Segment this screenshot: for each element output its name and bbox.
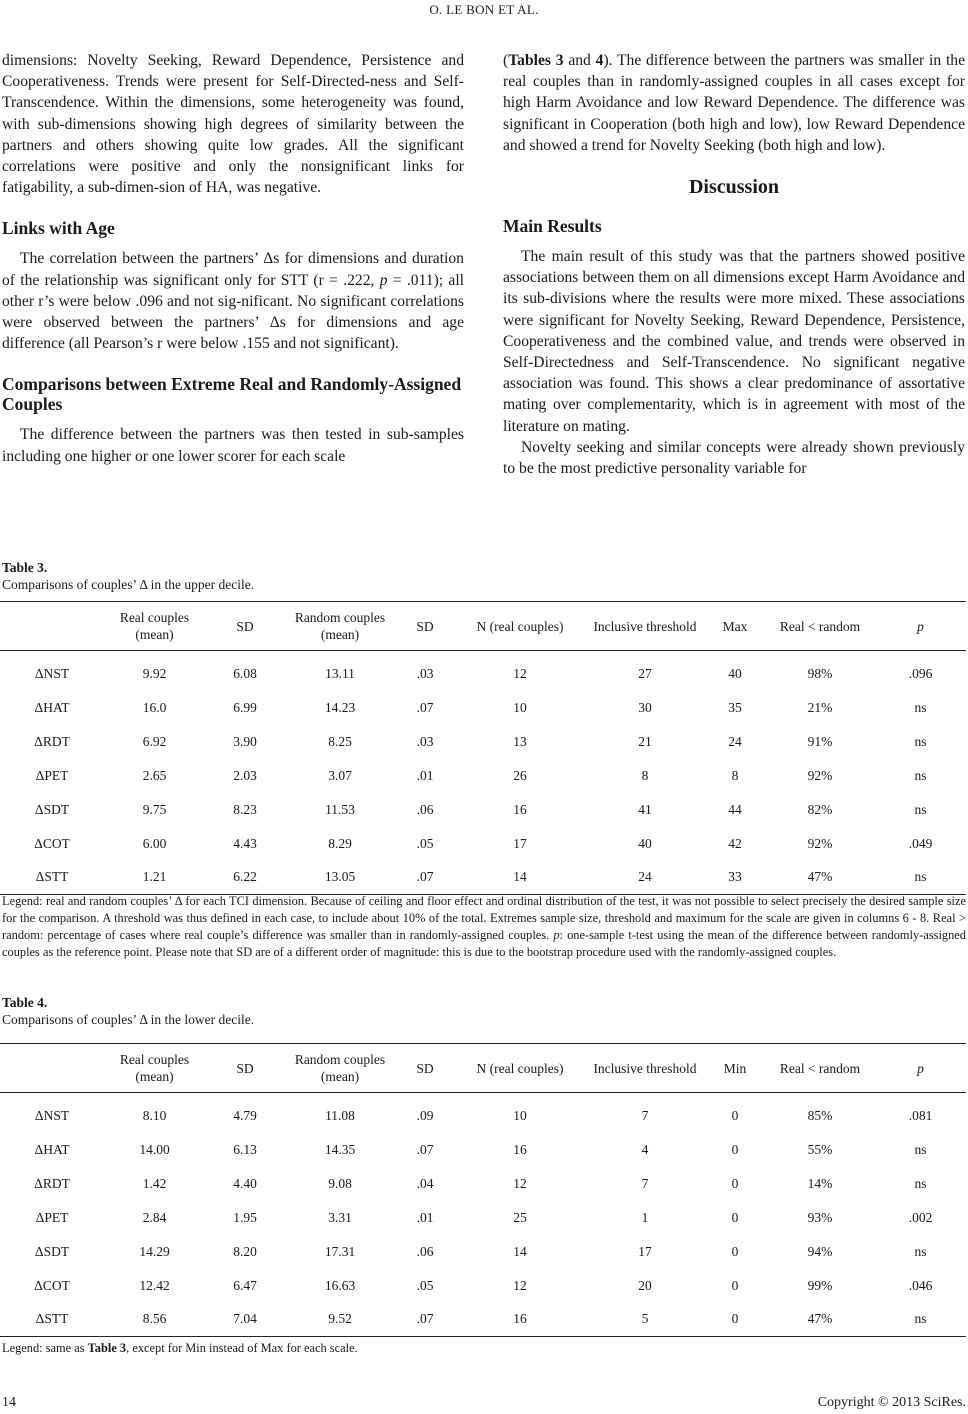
data-cell: 0 (731, 1243, 739, 1259)
data-cell: 12 (513, 1277, 527, 1293)
data-cell: .07 (416, 1311, 434, 1327)
data-cell: 44 (728, 801, 742, 817)
data-cell: .049 (908, 835, 933, 851)
header-cell: p (917, 1060, 924, 1076)
data-cell: 16.63 (324, 1277, 356, 1293)
data-cell: 8.20 (233, 1243, 257, 1259)
data-cell: 0 (731, 1141, 739, 1157)
table-4-number: Table 4. (2, 995, 48, 1010)
table-row (0, 1093, 966, 1133)
data-cell: 12 (513, 665, 527, 681)
data-cell: ns (914, 1175, 927, 1191)
data-cell: 16.0 (142, 699, 167, 715)
data-cell: 40 (638, 835, 652, 851)
data-cell: 33 (728, 869, 742, 885)
table-row (0, 1167, 966, 1201)
data-cell: 99% (807, 1277, 833, 1293)
header-cell: Real < random (779, 618, 861, 634)
data-cell: 41 (638, 801, 652, 817)
row-label-cell: ΔHAT (34, 1141, 70, 1157)
data-cell: 17 (638, 1243, 652, 1259)
data-cell: 6.47 (233, 1277, 257, 1293)
row-label-cell: ΔSDT (34, 801, 70, 817)
tables-paragraph-rest: ). The difference between the partners was smaller in the real couples than in randomly-assigned couples in all cases except for high Harm Avoidance and low Reward Dependence. The difference was significant in Cooperation (both high and low), low Reward Dependence and showed a trend for Novelty Seeking (both high and low). (503, 52, 965, 154)
comparisons-paragraph: The difference between the partners was then tested in sub-samples including one higher or one lower scorer for each scale (2, 426, 464, 465)
data-cell: 13 (513, 733, 527, 749)
data-cell: 0 (731, 1277, 739, 1293)
data-cell: 8.10 (142, 1107, 167, 1123)
data-cell: 0 (731, 1175, 739, 1191)
data-cell: ns (914, 1141, 927, 1157)
data-cell: 98% (807, 665, 833, 681)
data-cell: 3.90 (233, 733, 257, 749)
data-cell: 14.29 (139, 1243, 170, 1259)
table-row (0, 793, 966, 827)
table-3-body (0, 651, 966, 895)
right-column (503, 50, 965, 479)
data-cell: 10 (513, 1107, 527, 1123)
data-cell: 0 (731, 1311, 739, 1327)
data-cell: 0 (731, 1209, 739, 1225)
data-cell: 7 (641, 1107, 649, 1123)
legend-text-b: : one-sample t-test using the mean of the difference between randomly-assigned couples as the reference point. Please note that SD are of a different order of magnitude: this is due to the bootstrap procedure used with the randomly-assigned couples. (2, 928, 966, 959)
data-cell: 9.52 (328, 1311, 352, 1327)
data-cell: 93% (807, 1209, 833, 1225)
data-cell: .07 (416, 1141, 434, 1157)
data-cell: 1.21 (142, 869, 167, 885)
data-cell: .081 (908, 1107, 933, 1123)
data-cell: ns (914, 1311, 927, 1327)
table-row (0, 1235, 966, 1269)
table-row (0, 1269, 966, 1303)
data-cell: 11.53 (325, 801, 355, 817)
header-cell: Min (723, 1060, 747, 1076)
data-cell: 5 (641, 1311, 649, 1327)
data-cell: .05 (416, 1277, 434, 1293)
header-cell: Inclusive threshold (593, 1060, 697, 1076)
data-cell: 55% (807, 1141, 833, 1157)
data-cell: 6.13 (233, 1141, 257, 1157)
table-row (0, 1133, 966, 1167)
data-cell: 94% (807, 1243, 833, 1259)
header-cell: N (real couples) (476, 1060, 564, 1076)
intro-paragraph: dimensions: Novelty Seeking, Reward Dependence, Persistence and Cooperativeness. Trends were present for Self-Directed-ness and Self-Transcendence. Within the dimensions, some heterogeneity was found, with sub-dimensions showing high degrees of similarity between the partners and others showing quite low grades. All the significant correlations were positive and only the nonsignificant links for fatigability, a sub-dimen-sion of HA, was negative. (2, 52, 464, 197)
data-cell: 14.35 (324, 1141, 356, 1157)
data-cell: 14.23 (324, 699, 356, 715)
data-cell: 20 (638, 1277, 652, 1293)
data-cell: 2.03 (233, 767, 257, 783)
data-cell: .046 (908, 1277, 933, 1293)
data-cell: 47% (807, 1311, 833, 1327)
row-label-cell: ΔHAT (34, 699, 70, 715)
header-cell: Inclusive threshold (593, 618, 697, 634)
header-cell: SD (236, 1060, 254, 1076)
data-cell: 4 (641, 1141, 649, 1157)
header-cell (0, 1044, 104, 1093)
page-number: 14 (2, 1395, 16, 1410)
header-cell: p (917, 618, 924, 634)
data-cell: 24 (728, 733, 742, 749)
row-label-cell: ΔCOT (34, 835, 70, 851)
data-cell: ns (914, 699, 927, 715)
row-label-cell: ΔRDT (34, 1175, 70, 1191)
links-with-age-paragraph (2, 248, 464, 354)
tables-3-ref[interactable]: Tables 3 (508, 52, 564, 69)
data-cell: .09 (416, 1107, 434, 1123)
data-cell: .002 (908, 1209, 933, 1225)
data-cell: 85% (807, 1107, 833, 1123)
data-cell: .03 (416, 665, 434, 681)
data-cell: 2.65 (142, 767, 167, 783)
header-cell: N (real couples) (476, 618, 564, 634)
data-cell: .07 (416, 699, 434, 715)
tables-4-ref[interactable]: 4 (595, 52, 604, 69)
legend-text-a: Legend: real and random couples’ Δ for each TCI dimension. Because of ceiling and floor effect and ordinal distribution of the test, it was not possible to select precisely the desired sample size for the comparison. A threshold was thus defined in each case, to include about 10% of the total. Extremes sample size, threshold and maximum for the scale are given in columns 6 - 8. Real > random: percentage of cases where real couple’s difference was smaller than in randomly-assigned couples. (2, 894, 966, 942)
data-cell: .06 (416, 801, 434, 817)
table-4-header-row (0, 1044, 966, 1093)
table-row (0, 827, 966, 861)
data-cell: 47% (807, 869, 833, 885)
row-label-cell: ΔSDT (34, 1243, 70, 1259)
data-cell: 4.79 (233, 1107, 257, 1123)
data-cell: .07 (416, 869, 434, 885)
data-cell: 7 (641, 1175, 649, 1191)
data-cell: 40 (728, 665, 742, 681)
header-cell: SD (416, 1060, 434, 1076)
data-cell: 8 (641, 767, 649, 783)
data-cell: 6.92 (142, 733, 167, 749)
row-label-cell: ΔSTT (35, 869, 69, 885)
data-cell: 16 (513, 801, 527, 817)
data-cell: 16 (513, 1311, 527, 1327)
header-cell: Random couples (mean) (294, 610, 386, 642)
comparisons-heading: Comparisons between Extreme Real and Randomly-Assigned Couples (2, 374, 462, 415)
data-cell: .03 (416, 733, 434, 749)
data-cell: 35 (728, 699, 742, 715)
data-cell: .06 (416, 1243, 434, 1259)
data-cell: ns (914, 733, 927, 749)
data-cell: 13.11 (325, 665, 355, 681)
data-cell: 17.31 (324, 1243, 356, 1259)
left-column (2, 50, 464, 467)
table-4-legend (2, 1340, 966, 1357)
data-cell: 6.00 (142, 835, 167, 851)
data-cell: .04 (416, 1175, 434, 1191)
data-cell: ns (914, 1243, 927, 1259)
table-row (0, 759, 966, 793)
data-cell: 16 (513, 1141, 527, 1157)
paren-open: ( (503, 52, 509, 69)
data-cell: 8.56 (142, 1311, 167, 1327)
data-cell: 13.05 (324, 869, 356, 885)
row-label-cell: ΔPET (35, 767, 69, 783)
header-cell: SD (416, 618, 434, 634)
data-cell: 9.75 (142, 801, 167, 817)
links-age-text-eq: = .222, (329, 271, 380, 289)
copyright: Copyright © 2013 SciRes. (817, 1395, 966, 1410)
data-cell: .05 (416, 835, 434, 851)
table-row (0, 1303, 966, 1337)
data-cell: 14 (513, 1243, 527, 1259)
data-cell: 92% (807, 835, 833, 851)
table-3 (0, 601, 966, 895)
header-cell: Max (722, 618, 748, 634)
legend-p-symbol: p (553, 928, 560, 942)
table-3-ref[interactable]: Table 3 (87, 1341, 127, 1355)
header-cell: Real < random (779, 1060, 861, 1076)
data-cell: 2.84 (142, 1209, 167, 1225)
data-cell: 3.07 (328, 767, 352, 783)
data-cell: ns (914, 767, 927, 783)
row-label-cell: ΔCOT (34, 1277, 70, 1293)
data-cell: ns (914, 801, 927, 817)
data-cell: 8 (731, 767, 739, 783)
data-cell: 10 (513, 699, 527, 715)
data-cell: 4.40 (233, 1175, 257, 1191)
data-cell: 1 (641, 1209, 649, 1225)
data-cell: 12.42 (139, 1277, 170, 1293)
data-cell: 9.08 (328, 1175, 352, 1191)
table-3-legend (2, 893, 966, 961)
and-word: and (563, 52, 596, 69)
table-row (0, 691, 966, 725)
row-label-cell: ΔNST (34, 665, 70, 681)
data-cell: 24 (638, 869, 652, 885)
data-cell: 11.08 (325, 1107, 355, 1123)
data-cell: 8.23 (233, 801, 257, 817)
data-cell: .01 (416, 1209, 434, 1225)
discussion-heading: Discussion (688, 176, 780, 199)
row-label-cell: ΔPET (35, 1209, 69, 1225)
data-cell: 21 (638, 733, 652, 749)
row-label-cell: ΔSTT (35, 1311, 69, 1327)
row-label-cell: ΔRDT (34, 733, 70, 749)
table-4 (0, 1043, 966, 1337)
data-cell: 1.95 (233, 1209, 257, 1225)
data-cell: ns (914, 869, 927, 885)
data-cell: 3.31 (328, 1209, 352, 1225)
data-cell: 21% (807, 699, 833, 715)
data-cell: 8.29 (328, 835, 352, 851)
data-cell: 4.43 (233, 835, 257, 851)
data-cell: 42 (728, 835, 742, 851)
row-label-cell: ΔNST (34, 1107, 70, 1123)
main-results-paragraph: The main result of this study was that the partners showed positive associations between them on all dimensions except Harm Avoidance and its sub-divisions where the results were more mixed. These associations were significant for Novelty Seeking, Reward Dependence, Persistence, Cooperativeness and the combined value, and trends were observed in Self-Directedness and Self-Transcendence. No significant negative association was found. This shows a clear predominance of assortative mating over complementarity, which is in agreement with most of the literature on mating. (503, 248, 965, 435)
table-3-caption (2, 559, 254, 593)
data-cell: 17 (513, 835, 527, 851)
links-age-text-2: = .011); all other r’s were below .096 and not sig-nificant. No significant correlations were observed between the partners’ Δs for dimensions and age difference (all Pearson’s r were below .155 and not significant). (2, 271, 464, 353)
data-cell: 1.42 (142, 1175, 167, 1191)
header-cell (0, 602, 104, 651)
data-cell: 82% (807, 801, 833, 817)
running-head: O. LE BON ET AL. (429, 2, 539, 17)
data-cell: 30 (638, 699, 652, 715)
data-cell: 7.04 (233, 1311, 257, 1327)
novelty-paragraph: Novelty seeking and similar concepts were already shown previously to be the most predictive personality variable for (503, 438, 965, 478)
data-cell: 9.92 (142, 665, 167, 681)
data-cell: 8.25 (328, 733, 352, 749)
data-cell: 14 (513, 869, 527, 885)
legend-text-b: , except for Min instead of Max for each scale. (126, 1341, 358, 1355)
data-cell: 14% (807, 1175, 833, 1191)
table-3-header-row (0, 602, 966, 651)
table-row (0, 861, 966, 895)
data-cell: 14.00 (139, 1141, 170, 1157)
table-row (0, 651, 966, 691)
data-cell: .096 (908, 665, 933, 681)
table-4-caption (2, 994, 254, 1028)
legend-text-a: Legend: same as (2, 1341, 88, 1355)
data-cell: 26 (513, 767, 527, 783)
data-cell: 27 (638, 665, 652, 681)
table-4-title: Comparisons of couples’ Δ in the lower decile. (2, 1012, 255, 1027)
header-cell: Random couples (mean) (294, 1052, 386, 1084)
data-cell: 0 (731, 1107, 739, 1123)
data-cell: 6.22 (233, 869, 257, 885)
data-cell: .01 (416, 767, 434, 783)
data-cell: 12 (513, 1175, 527, 1191)
header-cell: Real couples (mean) (119, 610, 190, 642)
data-cell: 6.08 (233, 665, 257, 681)
header-cell: SD (236, 618, 254, 634)
data-cell: 91% (807, 733, 833, 749)
tables-paragraph (503, 50, 965, 156)
table-row (0, 1201, 966, 1235)
header-cell: Real couples (mean) (119, 1052, 190, 1084)
table-4-body (0, 1093, 966, 1337)
links-with-age-heading: Links with Age (2, 218, 115, 239)
table-3-title: Comparisons of couples’ Δ in the upper decile. (2, 577, 255, 592)
links-age-text-1: The correlation between the partners’ (20, 250, 264, 268)
data-cell: 25 (513, 1209, 527, 1225)
links-age-text-lead: Δs for dimensions and duration of the relationship was significant only for STT (r (2, 250, 464, 289)
table-row (0, 725, 966, 759)
main-results-heading: Main Results (503, 216, 602, 237)
data-cell: 92% (807, 767, 833, 783)
table-3-number: Table 3. (2, 560, 48, 575)
p-symbol: p (379, 271, 388, 289)
data-cell: 6.99 (233, 699, 257, 715)
